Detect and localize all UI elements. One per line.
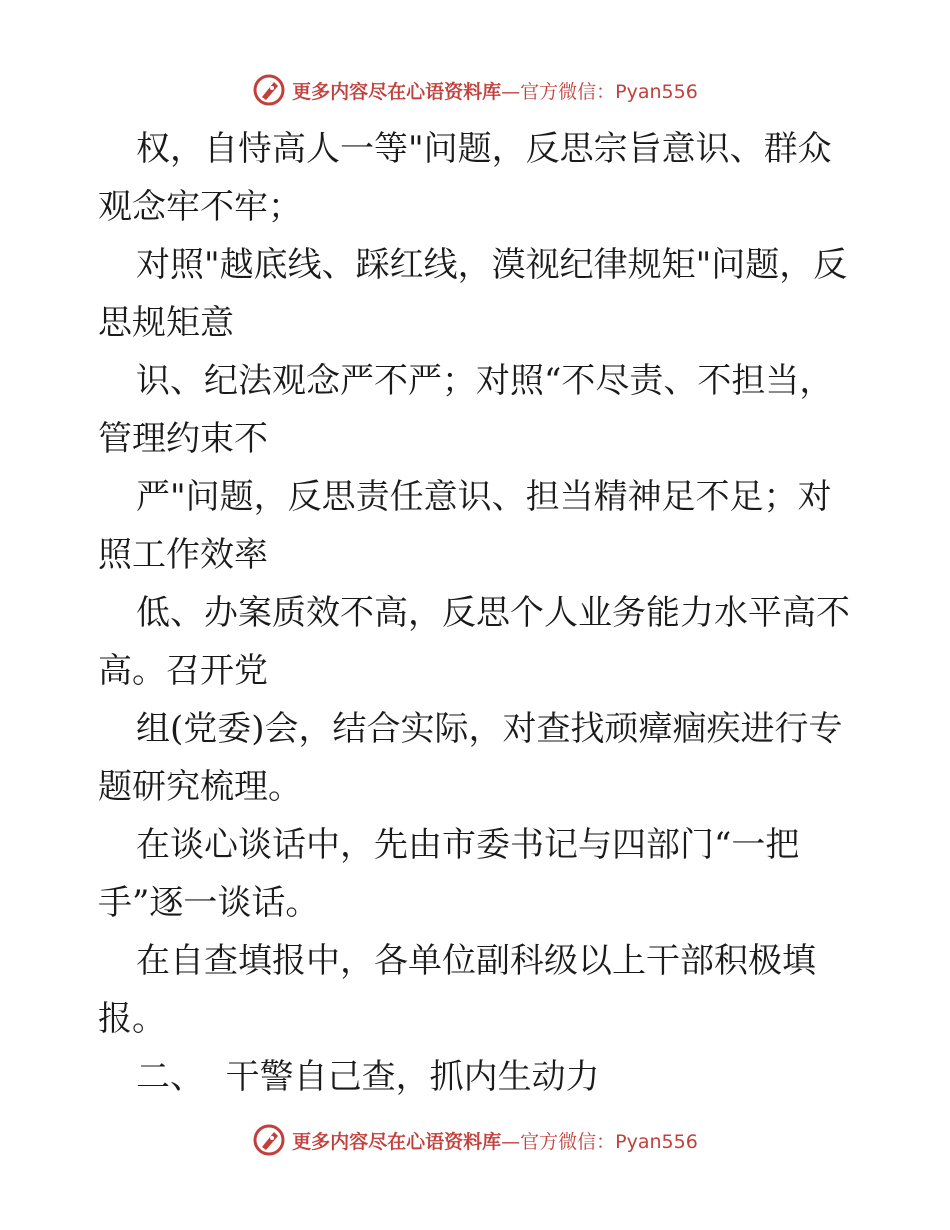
watermark-brand: 更多内容尽在心语资料库	[292, 1130, 502, 1153]
text-line: 照工作效率	[98, 535, 268, 575]
watermark-separator: —	[501, 80, 521, 103]
watermark-brand: 更多内容尽在心语资料库	[292, 80, 502, 103]
text-line: 报。	[98, 999, 166, 1039]
text-line: 在谈心谈话中，先由市委书记与四部门“一把	[136, 825, 800, 865]
footer-watermark	[0, 1120, 950, 1160]
text-line: 手”逐一谈话。	[98, 883, 320, 923]
text-line: 严"问题，反思责任意识、担当精神足不足；对	[136, 477, 832, 517]
watermark-suffix: 官方微信：Pyan556	[520, 1130, 698, 1153]
pen-nib-logo-icon	[252, 73, 286, 107]
text-line: 管理约束不	[98, 419, 268, 459]
pen-nib-logo-icon	[252, 1123, 286, 1157]
text-line: 高。召开党	[98, 651, 268, 691]
watermark-separator: —	[501, 1130, 521, 1153]
text-line: 在自查填报中，各单位副科级以上干部积极填	[136, 941, 816, 981]
text-line: 识、纪法观念严不严；对照“不尽责、不担当，	[136, 361, 834, 401]
text-line: 对照"越底线、踩红线，漠视纪律规矩"问题，反	[136, 245, 848, 285]
watermark-suffix: 官方微信：Pyan556	[520, 80, 698, 103]
text-line: 观念牢不牢；	[98, 187, 302, 227]
text-line: 二、 干警自己查，抓内生动力	[136, 1057, 600, 1097]
watermark-text	[292, 1127, 698, 1154]
text-line: 题研究梳理。	[98, 767, 302, 807]
document-body	[98, 120, 858, 1106]
text-line: 权，自恃高人一等"问题，反思宗旨意识、群众	[136, 129, 832, 169]
watermark-text	[292, 77, 698, 104]
text-line: 思规矩意	[98, 303, 234, 343]
text-line: 组(党委)会，结合实际，对查找顽瘴痼疾进行专	[136, 709, 843, 749]
text-line: 低、办案质效不高，反思个人业务能力水平高不	[136, 593, 850, 633]
header-watermark	[0, 70, 950, 110]
